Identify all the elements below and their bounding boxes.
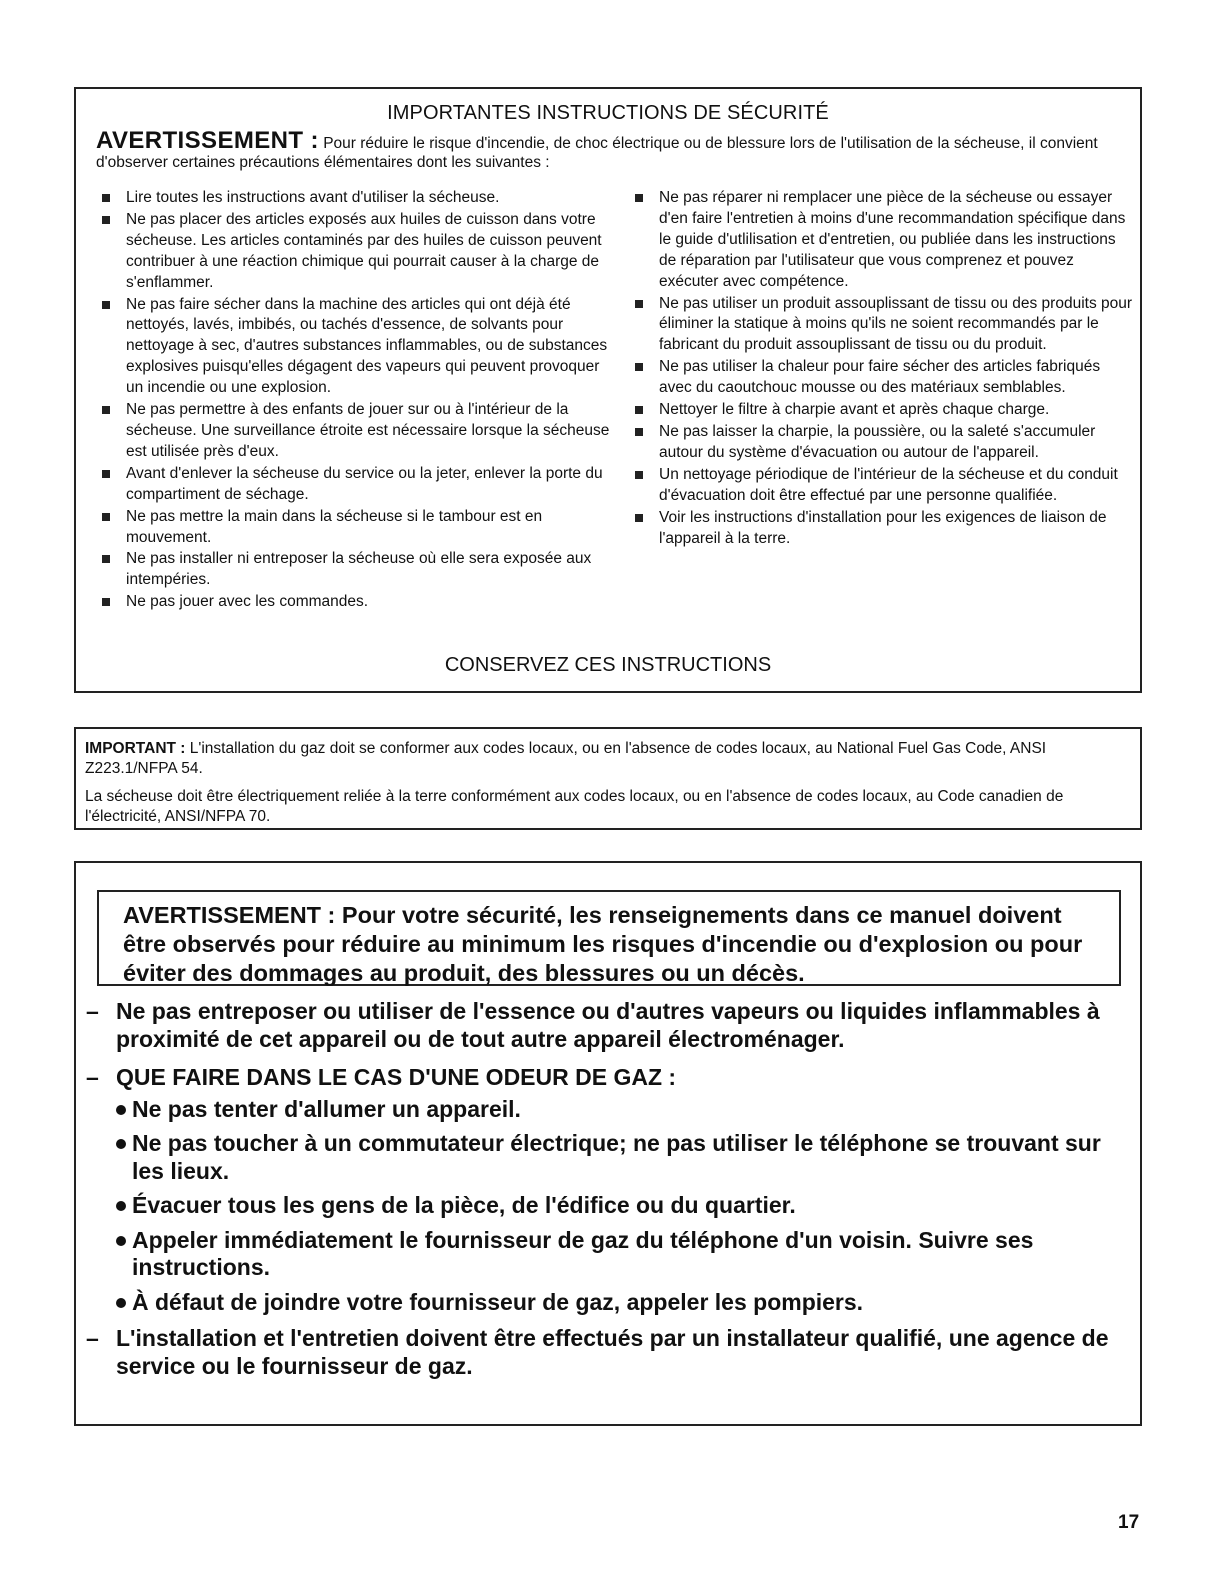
list-item: Un nettoyage périodique de l'intérieur de la sécheuse et du conduit d'évacuation doit être effectué par une personne qualifiée.: [630, 465, 1135, 507]
list-item: [86, 1192, 1120, 1220]
list-item-text: À défaut de joindre votre fournisseur de gaz, appeler les pompiers.: [132, 1288, 864, 1315]
dash-mark: –: [86, 1325, 99, 1351]
intro-text: Pour réduire le risque d'incendie, de choc électrique ou de blessure lors de l'utilisation de la sécheuse, il convient d'observer certaines précautions élémentaires dont les suivantes :: [96, 135, 1098, 171]
list-item: Ne pas installer ni entreposer la sécheuse où elle sera exposée aux intempéries.: [97, 549, 615, 591]
dash-item-text: Ne pas entreposer ou utiliser de l'essence ou d'autres vapeurs ou liquides inflammables à proximité de cet appareil ou de tout autre appareil électroménager.: [116, 998, 1100, 1052]
list-item: Ne pas jouer avec les commandes.: [97, 592, 615, 613]
list-item: [86, 1096, 1120, 1124]
gas-install-paragraph-1: [85, 739, 1126, 778]
list-item: Lire toutes les instructions avant d'utiliser la sécheuse.: [97, 188, 615, 209]
list-item: Ne pas placer des articles exposés aux huiles de cuisson dans votre sécheuse. Les articles contaminés par des huiles de cuisson peuvent contribuer à une réaction chimique qui pourrait causer à la charge de s'enflammer.: [97, 210, 615, 294]
gas-warning-list: [86, 998, 1120, 1380]
gas-warning-text: AVERTISSEMENT : Pour votre sécurité, les renseignements dans ce manuel doivent être observés pour réduire au minimum les risques d'incendie ou d'explosion ou pour éviter des dommages au produit, des blessures ou un décès.: [123, 902, 1083, 986]
list-item: Ne pas permettre à des enfants de jouer sur ou à l'intérieur de la sécheuse. Une surveillance étroite est nécessaire lorsque la sécheuse est utilisée près d'eux.: [97, 400, 615, 463]
list-item: Ne pas utiliser un produit assouplissant de tissu ou des produits pour éliminer la statique à moins qu'ils ne soient recommandés par le fabricant du produit assouplissant de tissu ou du produit.: [630, 294, 1135, 357]
safety-intro: [96, 127, 1126, 172]
dash-mark: –: [86, 998, 99, 1024]
list-item: Ne pas laisser la charpie, la poussière, ou la saleté s'accumuler autour du système d'évacuation ou autour de l'appareil.: [630, 422, 1135, 464]
bullet-dot: [116, 1298, 126, 1308]
list-item: Avant d'enlever la sécheuse du service ou la jeter, enlever la porte du compartiment de séchage.: [97, 464, 615, 506]
list-item: [86, 1227, 1120, 1282]
list-item: Ne pas mettre la main dans la sécheuse si le tambour est en mouvement.: [97, 507, 615, 549]
page-number: 17: [1118, 1512, 1140, 1533]
dash-item: [86, 998, 1120, 1053]
bullet-dot: [116, 1139, 126, 1149]
bullet-dot: [116, 1236, 126, 1246]
safety-title: IMPORTANTES INSTRUCTIONS DE SÉCURITÉ: [387, 102, 829, 124]
dash-mark: –: [86, 1064, 99, 1090]
gas-install-text-1: L'installation du gaz doit se conformer aux codes locaux, ou en l'absence de codes locaux, au National Fuel Gas Code, ANSI Z223.1/NFPA 54.: [85, 740, 1047, 777]
dash-item-text: L'installation et l'entretien doivent être effectués par un installateur qualifié, une agence de service ou le fournisseur de gaz.: [116, 1325, 1109, 1379]
list-item: [86, 1289, 1120, 1317]
gas-warning-box: [74, 861, 1142, 1426]
list-item: Voir les instructions d'installation pour les exigences de liaison de l'appareil à la terre.: [630, 508, 1135, 550]
list-item: [86, 1130, 1120, 1185]
gas-odor-steps: [86, 1096, 1120, 1317]
important-label: IMPORTANT :: [85, 740, 186, 757]
safety-list-right: [630, 188, 1135, 550]
gas-installation-box: [74, 727, 1142, 830]
list-item-text: Ne pas toucher à un commutateur électrique; ne pas utiliser le téléphone se trouvant sur les lieux.: [132, 1130, 1101, 1184]
list-item: Ne pas réparer ni remplacer une pièce de la sécheuse ou essayer d'en faire l'entretien à moins d'une recommandation spécifique dans le guide d'utlilisation et d'entretien, ou publiée dans les instructions de réparation par l'utilisateur que vous comprenez et pouvez exécuter avec compétence.: [630, 188, 1135, 293]
gas-warning-header-box: [97, 890, 1121, 986]
warning-label: AVERTISSEMENT :: [96, 127, 319, 154]
list-item: Ne pas utiliser la chaleur pour faire sécher des articles fabriqués avec du caoutchouc mousse ou des matériaux semblables.: [630, 357, 1135, 399]
list-item-text: Évacuer tous les gens de la pièce, de l'édifice ou du quartier.: [132, 1192, 796, 1218]
bullet-dot: [116, 1201, 126, 1211]
safety-instructions-box: [74, 87, 1142, 693]
list-item: Ne pas faire sécher dans la machine des articles qui ont déjà été nettoyés, lavés, imbibés, ou tachés d'essence, de solvants pour nettoyage à sec, d'autres substances inflammables, ou de substances explosives puisqu'elles dégagent des vapeurs qui peuvent provoquer un incendie ou une explosion.: [97, 295, 615, 400]
safety-footer: CONSERVEZ CES INSTRUCTIONS: [444, 654, 772, 676]
safety-list-left: [97, 188, 615, 614]
bullet-dot: [116, 1105, 126, 1115]
dash-item: [86, 1064, 1120, 1092]
dash-item-text: QUE FAIRE DANS LE CAS D'UNE ODEUR DE GAZ :: [116, 1064, 677, 1090]
dash-item: [86, 1325, 1120, 1380]
list-item-text: Ne pas tenter d'allumer un appareil.: [132, 1095, 521, 1122]
list-item-text: Appeler immédiatement le fournisseur de gaz du téléphone d'un voisin. Suivre ses instructions.: [132, 1226, 1034, 1280]
gas-install-paragraph-2: La sécheuse doit être électriquement reliée à la terre conformément aux codes locaux, ou en l'absence de codes locaux, au Code canadien de l'électricité, ANSI/NFPA 70.: [85, 788, 1064, 825]
list-item: Nettoyer le filtre à charpie avant et après chaque charge.: [630, 400, 1135, 421]
